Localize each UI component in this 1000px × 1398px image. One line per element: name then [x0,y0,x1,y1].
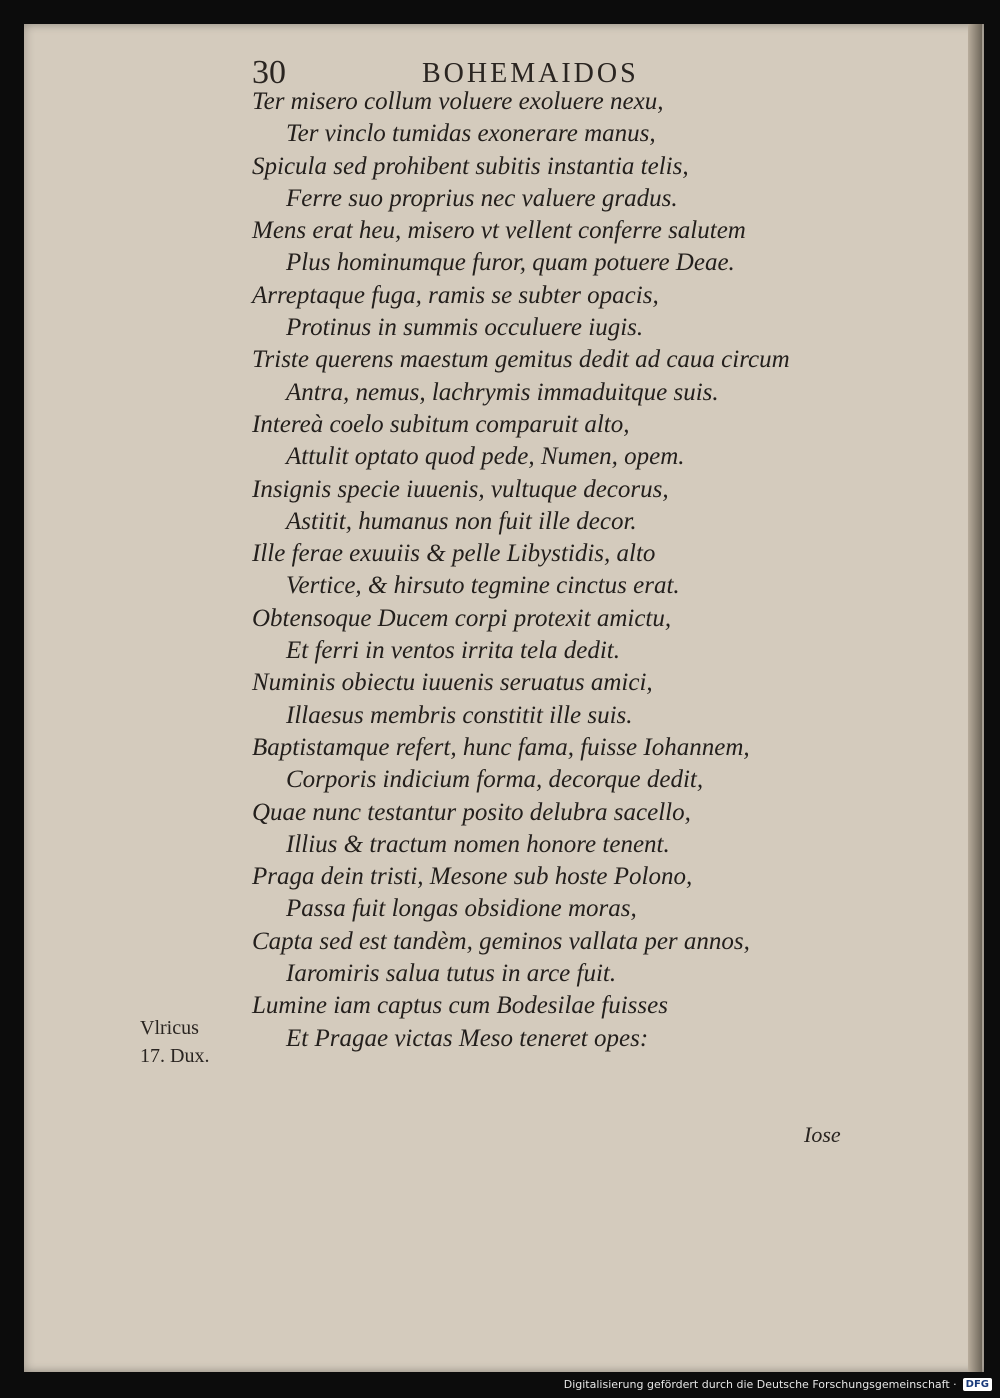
dfg-logo-icon: DFG [963,1378,992,1391]
margin-note-line: Vlricus [140,1017,199,1039]
page-number: 30 [252,54,286,91]
verse-line: Iaromiris salua tutus in arce fuit. [286,960,617,988]
margin-note [140,1014,209,1070]
verse-line: Attulit optato quod pede, Numen, opem. [286,443,685,471]
verse-line: Spicula sed prohibent subitis instantia telis, [252,152,689,180]
verse-line: Protinus in summis occuluere iugis. [286,314,644,342]
book-page [24,24,984,1372]
verse-line: Ille ferae exuuiis & pelle Libystidis, alto [252,540,656,568]
verse-line: Praga dein tristi, Mesone sub hoste Polono, [252,863,693,891]
verse-line: Mens erat heu, misero vt vellent conferre salutem [252,217,746,245]
verse-line: Insignis specie iuuenis, vultuque decorus, [252,475,669,503]
verse-line: Ter vinclo tumidas exonerare manus, [286,120,656,148]
catchword: Iose [804,1122,841,1147]
verse-line: Numinis obiectu iuuenis seruatus amici, [252,669,653,697]
margin-note-line: 17. Dux. [140,1045,210,1067]
verse-line: Quae nunc testantur posito delubra sacello, [252,798,691,826]
footer-text: Digitalisierung gefördert durch die Deutsche Forschungsgemeinschaft · [563,1377,957,1391]
verse-line: Triste querens maestum gemitus dedit ad caua circum [252,346,790,374]
verse-line: Intereà coelo subitum comparuit alto, [252,410,630,438]
verse-line: Arreptaque fuga, ramis se subter opacis, [252,281,659,309]
footer-credit [564,1374,992,1394]
verse-line: Ferre suo proprius nec valuere gradus. [286,184,678,212]
verse-line: Lumine iam captus cum Bodesilae fuisses [252,992,668,1020]
verse-line: Illaesus membris constitit ille suis. [286,701,633,729]
verse-line: Capta sed est tandèm, geminos vallata per annos, [252,927,750,955]
verse-line: Baptistamque refert, hunc fama, fuisse Iohannem, [252,733,750,761]
verse-line: Et Pragae victas Meso teneret opes: [286,1024,649,1052]
verse-line: Illius & tractum nomen honore tenent. [286,830,670,858]
verse-line: Antra, nemus, lachrymis immaduitque suis. [286,378,719,406]
verse-block [24,86,984,1055]
page-edge [968,24,982,1372]
running-title: BOHEMAIDOS [422,58,639,89]
verse-line: Et ferri in ventos irrita tela dedit. [286,637,620,665]
verse-line: Obtensoque Ducem corpi protexit amictu, [252,604,672,632]
verse-line: Vertice, & hirsuto tegmine cinctus erat. [286,572,680,600]
verse-line: Passa fuit longas obsidione moras, [286,895,637,923]
verse-line: Plus hominumque furor, quam potuere Deae. [286,249,735,277]
verse-line: Corporis indicium forma, decorque dedit, [286,766,704,794]
verse-line: Astitit, humanus non fuit ille decor. [286,507,637,535]
verse-line: Ter misero collum voluere exoluere nexu, [252,88,664,115]
